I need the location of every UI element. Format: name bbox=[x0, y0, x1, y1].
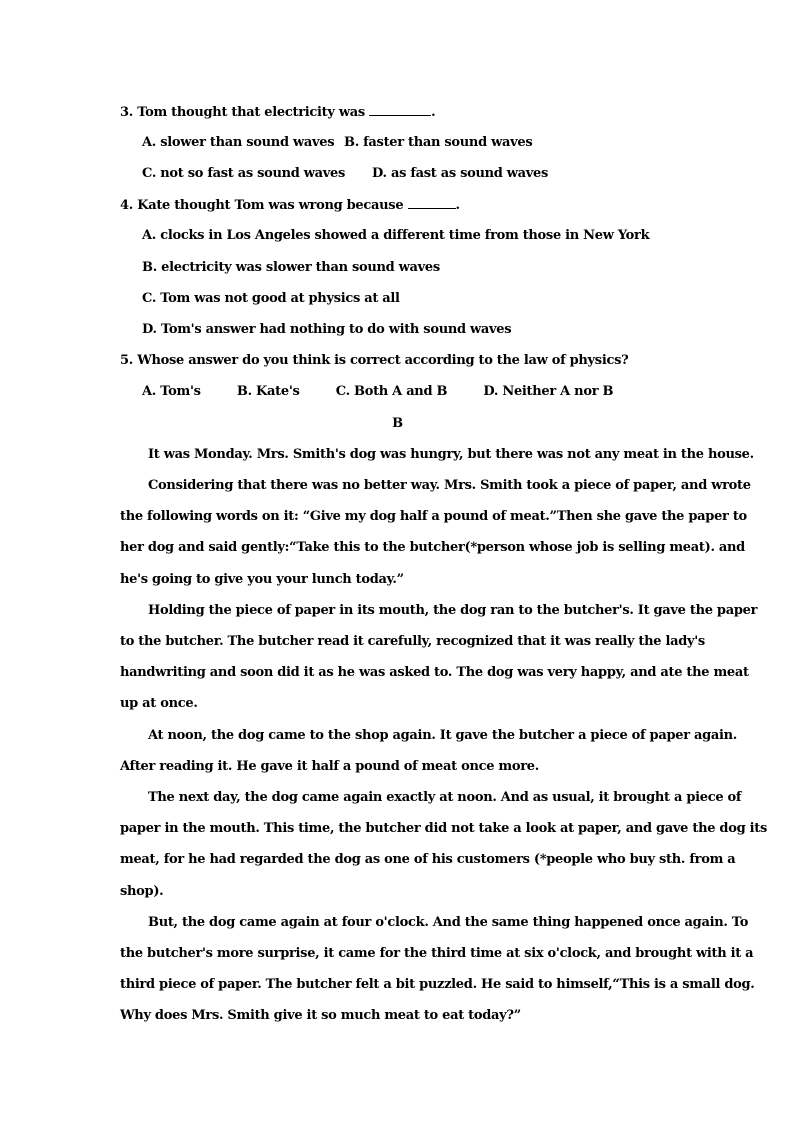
passage-line: Holding the piece of paper in its mouth, the dog ran to the butcher's. It gave the paper bbox=[148, 603, 758, 618]
passage-line: third piece of paper. The butcher felt a bit puzzled. He said to himself,“This is a small dog. bbox=[120, 977, 755, 992]
question-4-text: 4. Kate thought Tom was wrong because bbox=[120, 198, 404, 213]
answer-blank bbox=[369, 103, 431, 116]
question-3-option-d: D. as fast as sound waves bbox=[372, 166, 549, 181]
question-5-option-c: C. Both A and B bbox=[335, 384, 448, 399]
passage-line: her dog and said gently:“Take this to the butcher(*person whose job is selling meat). and bbox=[120, 540, 745, 555]
passage-line: meat, for he had regarded the dog as one of his customers (*people who buy sth. from a bbox=[120, 852, 736, 867]
passage-line: Why does Mrs. Smith give it so much meat to eat today?” bbox=[120, 1008, 521, 1023]
passage-line: Considering that there was no better way. Mrs. Smith took a piece of paper, and wrote bbox=[148, 478, 751, 493]
passage-line: paper in the mouth. This time, the butcher did not take a look at paper, and gave the dog its bbox=[120, 821, 767, 836]
passage-line: The next day, the dog came again exactly at noon. And as usual, it brought a piece of bbox=[148, 790, 742, 805]
passage-line: the butcher's more surprise, it came for the third time at six o'clock, and brought with it a bbox=[120, 946, 754, 961]
passage-line: But, the dog came again at four o'clock. And the same thing happened once again. To bbox=[148, 915, 749, 930]
question-3-option-a: A. slower than sound waves bbox=[142, 135, 335, 150]
question-4-end: . bbox=[455, 198, 460, 213]
question-5-stem: 5. Whose answer do you think is correct according to the law of physics? bbox=[120, 353, 629, 368]
question-3-text: 3. Tom thought that electricity was bbox=[120, 105, 365, 120]
passage-line: handwriting and soon did it as he was asked to. The dog was very happy, and ate the meat bbox=[120, 665, 749, 680]
question-5-option-d: D. Neither A nor B bbox=[483, 384, 614, 399]
question-5-option-b: B. Kate's bbox=[236, 384, 300, 399]
question-3-option-b: B. faster than sound waves bbox=[344, 135, 533, 150]
section-heading: B bbox=[392, 416, 403, 431]
passage-line: the following words on it: “Give my dog half a pound of meat.”Then she gave the paper to bbox=[120, 509, 747, 524]
question-5-options bbox=[142, 383, 613, 401]
question-3-end: . bbox=[431, 105, 436, 120]
question-5-option-a: A. Tom's bbox=[142, 384, 201, 399]
question-3-stem bbox=[120, 103, 435, 122]
question-4-option-b: B. electricity was slower than sound waves bbox=[142, 260, 440, 275]
passage-line: he's going to give you your lunch today.” bbox=[120, 572, 404, 587]
passage-line: shop). bbox=[120, 884, 164, 899]
passage-line: After reading it. He gave it half a pound of meat once more. bbox=[120, 759, 539, 774]
question-4-option-d: D. Tom's answer had nothing to do with sound waves bbox=[142, 322, 512, 337]
passage-line: At noon, the dog came to the shop again. It gave the butcher a piece of paper again. bbox=[148, 728, 738, 743]
passage-line: to the butcher. The butcher read it carefully, recognized that it was really the lady's bbox=[120, 634, 705, 649]
answer-blank bbox=[408, 196, 456, 209]
question-3-option-c: C. not so fast as sound waves bbox=[142, 166, 346, 181]
question-4-option-c: C. Tom was not good at physics at all bbox=[142, 291, 400, 306]
question-4-option-a: A. clocks in Los Angeles showed a different time from those in New York bbox=[142, 228, 650, 243]
passage-line: up at once. bbox=[120, 696, 198, 711]
question-4-stem bbox=[120, 196, 460, 215]
passage-line: It was Monday. Mrs. Smith's dog was hungry, but there was not any meat in the house. bbox=[148, 447, 754, 462]
